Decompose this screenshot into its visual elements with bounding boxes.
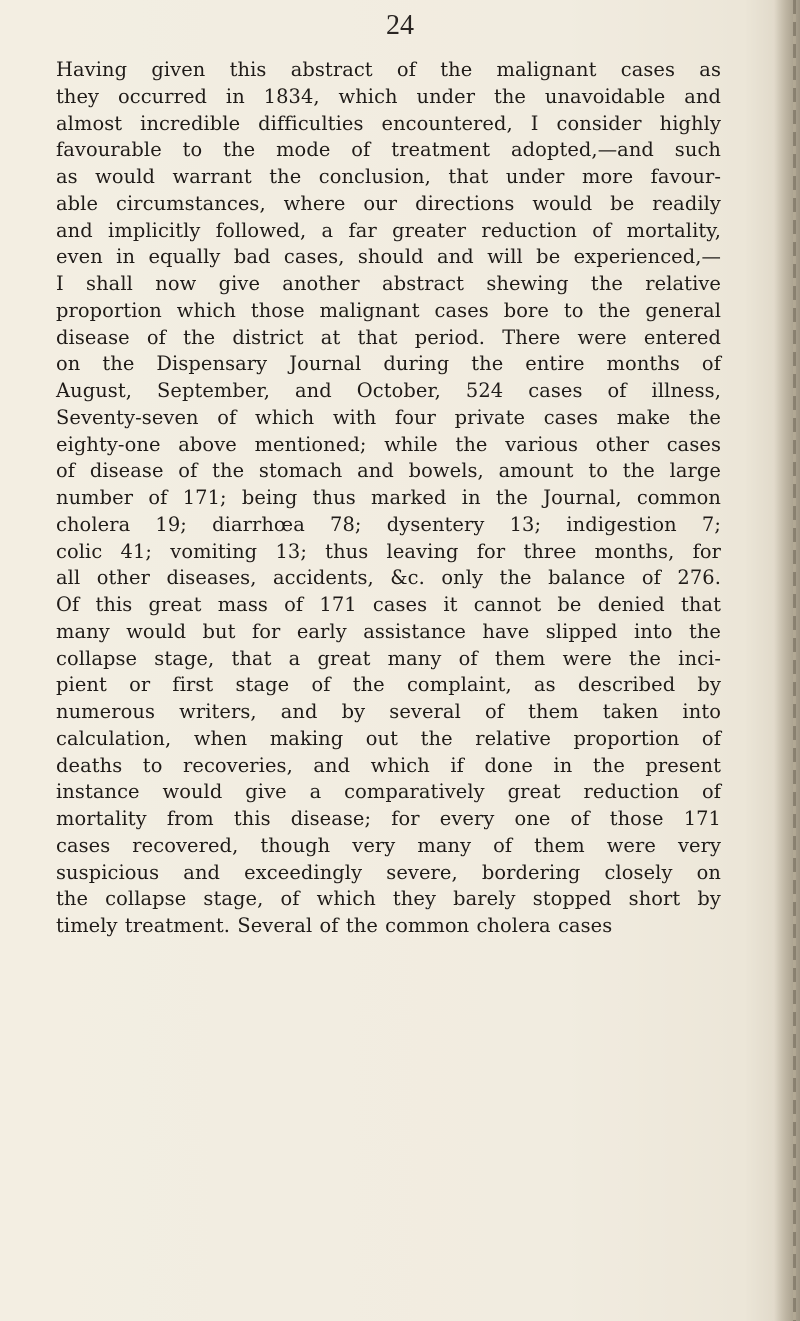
text-line: all other diseases, accidents, &c. only the balance of 276. xyxy=(56,566,721,590)
text-line: disease of the district at that period. There were entered xyxy=(56,325,721,349)
text-line: able circumstances, where our directions would be readily xyxy=(56,191,721,215)
text-line: eighty-one above mentioned; while the various other cases xyxy=(56,432,721,456)
text-line: pient or first stage of the complaint, as described by xyxy=(56,673,721,697)
text-line: deaths to recoveries, and which if done in the present xyxy=(56,753,721,777)
text-line: Of this great mass of 171 cases it cannot be denied that xyxy=(56,593,721,616)
page-number: 24 xyxy=(386,10,414,41)
text-line: Having given this abstract of the malignant cases as xyxy=(56,58,721,81)
text-line: as would warrant the conclusion, that under more favour- xyxy=(56,165,721,188)
text-line: colic 41; vomiting 13; thus leaving for three months, for xyxy=(56,539,721,563)
text-line: on the Dispensary Journal during the entire months of xyxy=(56,352,721,376)
text-line: proportion which those malignant cases bore to the general xyxy=(56,298,721,322)
text-line: I shall now give another abstract shewing the relative xyxy=(56,272,721,295)
text-line: even in equally bad cases, should and will be experienced,— xyxy=(56,245,721,269)
text-line: of disease of the stomach and bowels, amount to the large xyxy=(56,459,721,483)
body-paragraph xyxy=(56,57,721,940)
text-line: number of 171; being thus marked in the Journal, common xyxy=(56,486,721,509)
binding-edge xyxy=(793,0,796,1321)
text-line: timely treatment. Several of the common cholera cases xyxy=(56,914,613,937)
text-line: Seventy-seven of which with four private cases make the xyxy=(56,405,721,429)
text-line: many would but for early assistance have slipped into the xyxy=(56,619,721,643)
text-line: they occurred in 1834, which under the unavoidable and xyxy=(56,84,721,108)
text-line: favourable to the mode of treatment adopted,—and such xyxy=(56,138,721,162)
text-line: calculation, when making out the relative proportion of xyxy=(56,726,721,750)
text-line: suspicious and exceedingly severe, bordering closely on xyxy=(56,860,721,884)
text-line: cases recovered, though very many of them were very xyxy=(56,833,721,857)
text-line: the collapse stage, of which they barely stopped short by xyxy=(56,887,721,911)
text-line: and implicitly followed, a far greater reduction of mortality, xyxy=(56,218,721,242)
text-line: mortality from this disease; for every one of those 171 xyxy=(56,807,721,830)
page-edge-shadow xyxy=(774,0,800,1321)
text-line: instance would give a comparatively great reduction of xyxy=(56,780,721,804)
text-line: numerous writers, and by several of them taken into xyxy=(56,700,721,723)
text-line: cholera 19; diarrhœa 78; dysentery 13; indigestion 7; xyxy=(56,512,721,536)
text-line: almost incredible difficulties encountered, I consider highly xyxy=(56,111,721,135)
text-line: August, September, and October, 524 cases of illness, xyxy=(56,379,721,402)
text-line: collapse stage, that a great many of them were the inci- xyxy=(56,646,721,670)
